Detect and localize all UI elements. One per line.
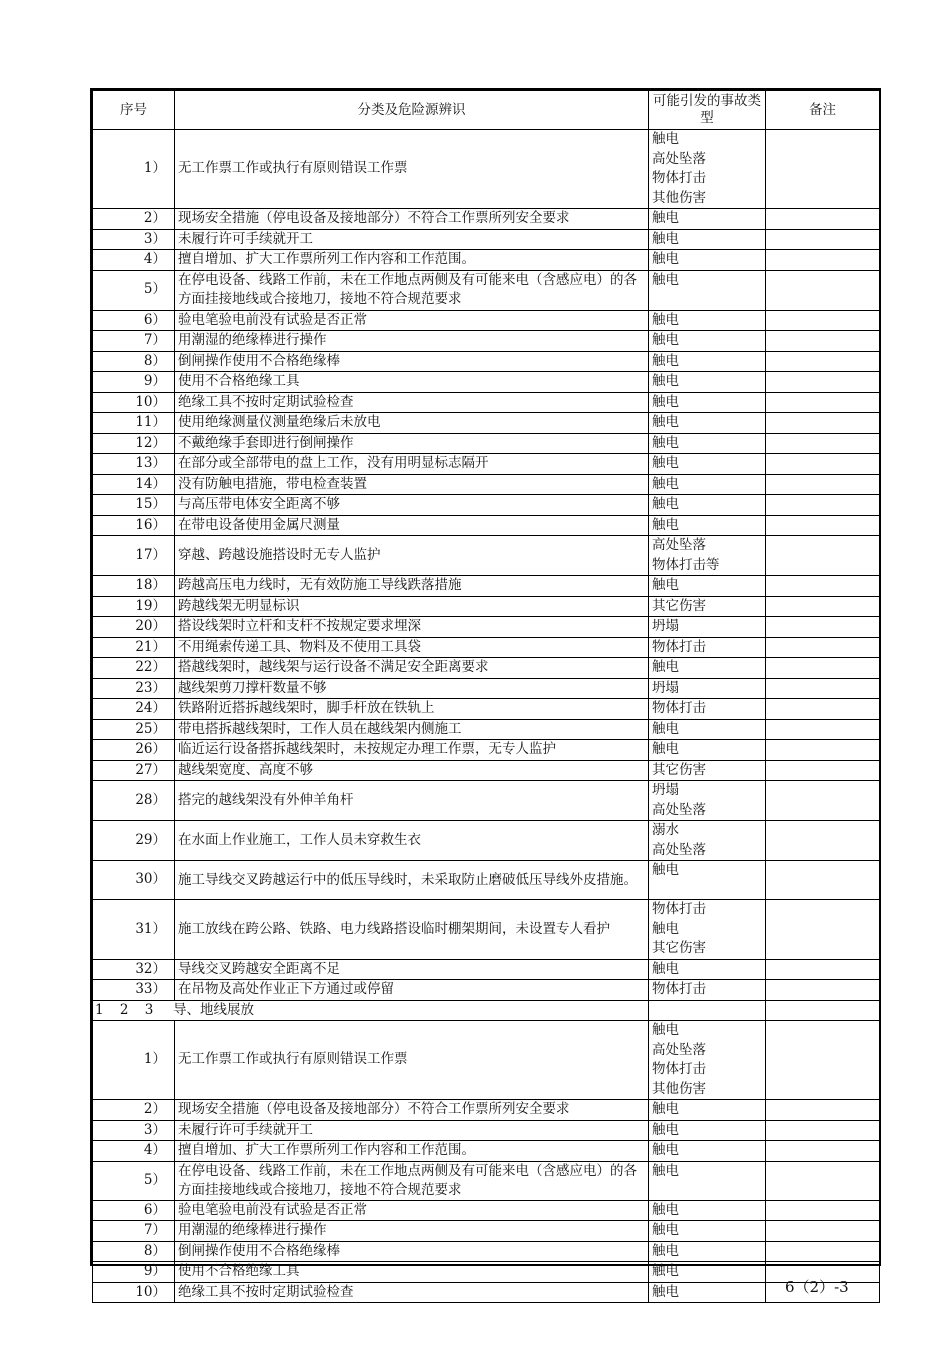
row-remark — [766, 658, 880, 679]
table-row — [93, 959, 880, 980]
row-remark — [766, 1120, 880, 1141]
row-hazard-text: 未履行许可手续就开工 — [175, 1120, 649, 1141]
row-serial-number: 4） — [93, 250, 175, 271]
row-hazard-text: 在部分或全部带电的盘上工作，没有用明显标志隔开 — [175, 454, 649, 475]
row-remark — [766, 433, 880, 454]
row-serial-number: 5） — [93, 1161, 175, 1200]
table-row — [93, 351, 880, 372]
row-serial-number: 23） — [93, 678, 175, 699]
row-remark — [766, 270, 880, 310]
row-hazard-text: 导线交叉跨越安全距离不足 — [175, 959, 649, 980]
table-row — [93, 454, 880, 475]
row-serial-number: 31） — [93, 900, 175, 960]
row-serial-number: 18） — [93, 576, 175, 597]
row-serial-number: 1） — [93, 130, 175, 209]
row-accident-type: 触电 — [649, 959, 766, 980]
row-accident-type: 触电 — [649, 861, 766, 900]
row-serial-number: 6） — [93, 310, 175, 331]
table-row — [93, 861, 880, 900]
row-remark — [766, 515, 880, 536]
row-serial-number: 8） — [93, 1241, 175, 1262]
row-accident-type: 触电 — [649, 1262, 766, 1283]
row-accident-type: 触电 — [649, 250, 766, 271]
table-body-part-a — [93, 130, 880, 1001]
row-remark — [766, 617, 880, 638]
table-row — [93, 310, 880, 331]
row-hazard-text: 跨越高压电力线时，无有效防施工导线跌落措施 — [175, 576, 649, 597]
row-accident-type: 触电 — [649, 270, 766, 310]
row-accident-type: 物体打击 — [649, 980, 766, 1001]
row-hazard-text: 临近运行设备搭拆越线架时，未按规定办理工作票，无专人监护 — [175, 740, 649, 761]
row-hazard-text: 使用不合格绝缘工具 — [175, 1262, 649, 1283]
row-hazard-text: 跨越线架无明显标识 — [175, 596, 649, 617]
row-accident-type: 坍塌 — [649, 678, 766, 699]
row-hazard-text: 施工放线在跨公路、铁路、电力线路搭设临时棚架期间，未设置专人看护 — [175, 900, 649, 960]
row-serial-number: 3） — [93, 1120, 175, 1141]
row-accident-type: 触电 — [649, 719, 766, 740]
table-row — [93, 331, 880, 352]
row-serial-number: 9） — [93, 372, 175, 393]
row-serial-number: 12） — [93, 433, 175, 454]
row-serial-number: 33） — [93, 980, 175, 1001]
row-remark — [766, 495, 880, 516]
row-remark — [766, 331, 880, 352]
row-serial-number: 28） — [93, 781, 175, 821]
row-serial-number: 5） — [93, 270, 175, 310]
row-accident-type: 触电 — [649, 229, 766, 250]
table-row — [93, 576, 880, 597]
row-serial-number: 22） — [93, 658, 175, 679]
table-row — [93, 1021, 880, 1100]
row-remark — [766, 1161, 880, 1200]
row-remark — [766, 474, 880, 495]
row-hazard-text: 用潮湿的绝缘棒进行操作 — [175, 1221, 649, 1242]
row-accident-type: 触电 — [649, 1241, 766, 1262]
row-accident-type: 物体打击 触电 其它伤害 — [649, 900, 766, 960]
table-row — [93, 229, 880, 250]
row-remark — [766, 310, 880, 331]
row-serial-number: 17） — [93, 536, 175, 576]
row-serial-number: 10） — [93, 392, 175, 413]
row-serial-number: 3） — [93, 229, 175, 250]
row-accident-type: 触电 高处坠落 物体打击 其他伤害 — [649, 130, 766, 209]
row-accident-type: 触电 高处坠落 物体打击 其他伤害 — [649, 1021, 766, 1100]
row-remark — [766, 536, 880, 576]
row-accident-type: 触电 — [649, 1221, 766, 1242]
row-serial-number: 24） — [93, 699, 175, 720]
row-hazard-text: 现场安全措施（停电设备及接地部分）不符合工作票所列安全要求 — [175, 209, 649, 230]
row-remark — [766, 576, 880, 597]
row-serial-number: 15） — [93, 495, 175, 516]
table-row — [93, 130, 880, 209]
row-hazard-text: 绝缘工具不按时定期试验检查 — [175, 1282, 649, 1303]
row-accident-type: 触电 — [649, 1100, 766, 1121]
row-serial-number: 26） — [93, 740, 175, 761]
row-hazard-text: 未履行许可手续就开工 — [175, 229, 649, 250]
section-number: 1 2 3 — [95, 1001, 154, 1018]
row-remark — [766, 1141, 880, 1162]
row-accident-type: 物体打击 — [649, 637, 766, 658]
table-row — [93, 474, 880, 495]
row-remark — [766, 351, 880, 372]
row-remark — [766, 719, 880, 740]
table-row — [93, 699, 880, 720]
row-serial-number: 27） — [93, 760, 175, 781]
table-row — [93, 372, 880, 393]
row-serial-number: 1） — [93, 1021, 175, 1100]
header-hazard-identification: 分类及危险源辨识 — [175, 91, 649, 130]
row-accident-type: 触电 — [649, 454, 766, 475]
row-hazard-text: 用潮湿的绝缘棒进行操作 — [175, 331, 649, 352]
row-hazard-text: 使用绝缘测量仪测量绝缘后未放电 — [175, 413, 649, 434]
row-accident-type: 触电 — [649, 331, 766, 352]
row-hazard-text: 越线架宽度、高度不够 — [175, 760, 649, 781]
row-hazard-text: 现场安全措施（停电设备及接地部分）不符合工作票所列安全要求 — [175, 1100, 649, 1121]
row-accident-type: 高处坠落 物体打击等 — [649, 536, 766, 576]
row-accident-type: 其它伤害 — [649, 596, 766, 617]
row-hazard-text: 使用不合格绝缘工具 — [175, 372, 649, 393]
row-hazard-text: 施工导线交叉跨越运行中的低压导线时，未采取防止磨破低压导线外皮措施。 — [175, 861, 649, 900]
row-serial-number: 21） — [93, 637, 175, 658]
row-remark — [766, 699, 880, 720]
table-row — [93, 1221, 880, 1242]
table-section — [93, 1000, 880, 1021]
table-row — [93, 719, 880, 740]
row-serial-number: 30） — [93, 861, 175, 900]
table-row — [93, 1282, 880, 1303]
section-accident-cell — [649, 1000, 766, 1021]
table-row — [93, 1262, 880, 1283]
table-row — [93, 209, 880, 230]
row-hazard-text: 在带电设备使用金属尺测量 — [175, 515, 649, 536]
row-accident-type: 触电 — [649, 372, 766, 393]
row-hazard-text: 不戴绝缘手套即进行倒闸操作 — [175, 433, 649, 454]
table-row — [93, 740, 880, 761]
row-hazard-text: 在水面上作业施工，工作人员未穿救生衣 — [175, 821, 649, 861]
row-hazard-text: 穿越、跨越设施搭设时无专人监护 — [175, 536, 649, 576]
row-accident-type: 触电 — [649, 392, 766, 413]
row-accident-type: 触电 — [649, 515, 766, 536]
table-row — [93, 1161, 880, 1200]
header-remark: 备注 — [766, 91, 880, 130]
row-serial-number: 29） — [93, 821, 175, 861]
row-serial-number: 20） — [93, 617, 175, 638]
row-hazard-text: 验电笔验电前没有试验是否正常 — [175, 1200, 649, 1221]
row-accident-type: 触电 — [649, 658, 766, 679]
row-accident-type: 触电 — [649, 433, 766, 454]
row-remark — [766, 454, 880, 475]
table-row — [93, 250, 880, 271]
row-accident-type: 其它伤害 — [649, 760, 766, 781]
row-hazard-text: 倒闸操作使用不合格绝缘棒 — [175, 351, 649, 372]
table-row — [93, 760, 880, 781]
row-hazard-text: 铁路附近搭拆越线架时，脚手杆放在铁轨上 — [175, 699, 649, 720]
table-row — [93, 821, 880, 861]
row-accident-type: 触电 — [649, 310, 766, 331]
row-accident-type: 触电 — [649, 495, 766, 516]
row-remark — [766, 678, 880, 699]
row-remark — [766, 413, 880, 434]
row-serial-number: 14） — [93, 474, 175, 495]
row-remark — [766, 821, 880, 861]
row-serial-number: 13） — [93, 454, 175, 475]
row-remark — [766, 392, 880, 413]
row-accident-type: 物体打击 — [649, 699, 766, 720]
row-hazard-text: 不用绳索传递工具、物料及不使用工具袋 — [175, 637, 649, 658]
row-serial-number: 19） — [93, 596, 175, 617]
header-accident-type: 可能引发的事故类型 — [649, 91, 766, 130]
row-remark — [766, 980, 880, 1001]
table-row — [93, 1141, 880, 1162]
row-remark — [766, 250, 880, 271]
row-accident-type: 触电 — [649, 576, 766, 597]
row-hazard-text: 搭越线架时，越线架与运行设备不满足安全距离要求 — [175, 658, 649, 679]
row-accident-type: 触电 — [649, 209, 766, 230]
row-hazard-text: 搭完的越线架没有外伸羊角杆 — [175, 781, 649, 821]
table-row — [93, 392, 880, 413]
row-serial-number: 16） — [93, 515, 175, 536]
section-title: 导、地线展放 — [173, 1001, 254, 1018]
row-remark — [766, 229, 880, 250]
table-row — [93, 980, 880, 1001]
row-serial-number: 32） — [93, 959, 175, 980]
table-row — [93, 781, 880, 821]
row-accident-type: 触电 — [649, 413, 766, 434]
row-serial-number: 25） — [93, 719, 175, 740]
row-accident-type: 触电 — [649, 1161, 766, 1200]
row-hazard-text: 没有防触电措施，带电检查装置 — [175, 474, 649, 495]
header-serial-number: 序号 — [93, 91, 175, 130]
row-serial-number: 2） — [93, 209, 175, 230]
table-row — [93, 658, 880, 679]
row-accident-type: 坍塌 高处坠落 — [649, 781, 766, 821]
row-remark — [766, 596, 880, 617]
row-hazard-text: 倒闸操作使用不合格绝缘棒 — [175, 1241, 649, 1262]
table-row — [93, 515, 880, 536]
row-remark — [766, 1241, 880, 1262]
row-hazard-text: 在停电设备、线路工作前，未在工作地点两侧及有可能来电（含感应电）的各方面挂接地线或合接地刀，接地不符合规范要求 — [175, 1161, 649, 1200]
row-accident-type: 坍塌 — [649, 617, 766, 638]
row-remark — [766, 781, 880, 821]
table-row — [93, 495, 880, 516]
table-row — [93, 1241, 880, 1262]
row-hazard-text: 带电搭拆越线架时，工作人员在越线架内侧施工 — [175, 719, 649, 740]
row-accident-type: 触电 — [649, 1200, 766, 1221]
row-serial-number: 8） — [93, 351, 175, 372]
row-hazard-text: 绝缘工具不按时定期试验检查 — [175, 392, 649, 413]
row-serial-number: 4） — [93, 1141, 175, 1162]
row-accident-type: 触电 — [649, 740, 766, 761]
row-hazard-text: 无工作票工作或执行有原则错误工作票 — [175, 130, 649, 209]
row-serial-number: 7） — [93, 331, 175, 352]
table-row — [93, 433, 880, 454]
row-remark — [766, 1021, 880, 1100]
row-remark — [766, 130, 880, 209]
section-remark-cell — [766, 1000, 880, 1021]
row-hazard-text: 擅自增加、扩大工作票所列工作内容和工作范围。 — [175, 250, 649, 271]
table-body-part-b — [93, 1021, 880, 1303]
table-row — [93, 637, 880, 658]
row-remark — [766, 861, 880, 900]
row-remark — [766, 1221, 880, 1242]
row-serial-number: 2） — [93, 1100, 175, 1121]
table-header-row — [93, 91, 880, 130]
row-accident-type: 触电 — [649, 1282, 766, 1303]
row-hazard-text: 搭设线架时立杆和支杆不按规定要求埋深 — [175, 617, 649, 638]
row-hazard-text: 擅自增加、扩大工作票所列工作内容和工作范围。 — [175, 1141, 649, 1162]
page-number: 6（2）-3 — [785, 1278, 849, 1296]
row-remark — [766, 1100, 880, 1121]
table-row — [93, 1120, 880, 1141]
table-row — [93, 536, 880, 576]
row-hazard-text: 验电笔验电前没有试验是否正常 — [175, 310, 649, 331]
row-remark — [766, 740, 880, 761]
row-hazard-text: 与高压带电体安全距离不够 — [175, 495, 649, 516]
row-serial-number: 7） — [93, 1221, 175, 1242]
row-remark — [766, 900, 880, 960]
hazard-table — [92, 90, 880, 1303]
row-accident-type: 触电 — [649, 474, 766, 495]
table-row — [93, 413, 880, 434]
row-remark — [766, 760, 880, 781]
row-accident-type: 触电 — [649, 1120, 766, 1141]
table-row — [93, 596, 880, 617]
table-row — [93, 678, 880, 699]
row-serial-number: 10） — [93, 1282, 175, 1303]
row-remark — [766, 372, 880, 393]
section-row — [93, 1000, 880, 1021]
row-accident-type: 触电 — [649, 1141, 766, 1162]
row-hazard-text: 在吊物及高处作业正下方通过或停留 — [175, 980, 649, 1001]
row-remark — [766, 1200, 880, 1221]
table-row — [93, 1100, 880, 1121]
row-remark — [766, 209, 880, 230]
row-remark — [766, 959, 880, 980]
row-remark — [766, 637, 880, 658]
row-hazard-text: 在停电设备、线路工作前，未在工作地点两侧及有可能来电（含感应电）的各方面挂接地线或合接地刀，接地不符合规范要求 — [175, 270, 649, 310]
table-row — [93, 617, 880, 638]
section-cell — [93, 1000, 649, 1021]
row-accident-type: 溺水 高处坠落 — [649, 821, 766, 861]
table-row — [93, 900, 880, 960]
row-hazard-text: 无工作票工作或执行有原则错误工作票 — [175, 1021, 649, 1100]
row-hazard-text: 越线架剪刀撑杆数量不够 — [175, 678, 649, 699]
row-serial-number: 11） — [93, 413, 175, 434]
table-row — [93, 270, 880, 310]
table-row — [93, 1200, 880, 1221]
row-accident-type: 触电 — [649, 351, 766, 372]
row-serial-number: 9） — [93, 1262, 175, 1283]
row-serial-number: 6） — [93, 1200, 175, 1221]
